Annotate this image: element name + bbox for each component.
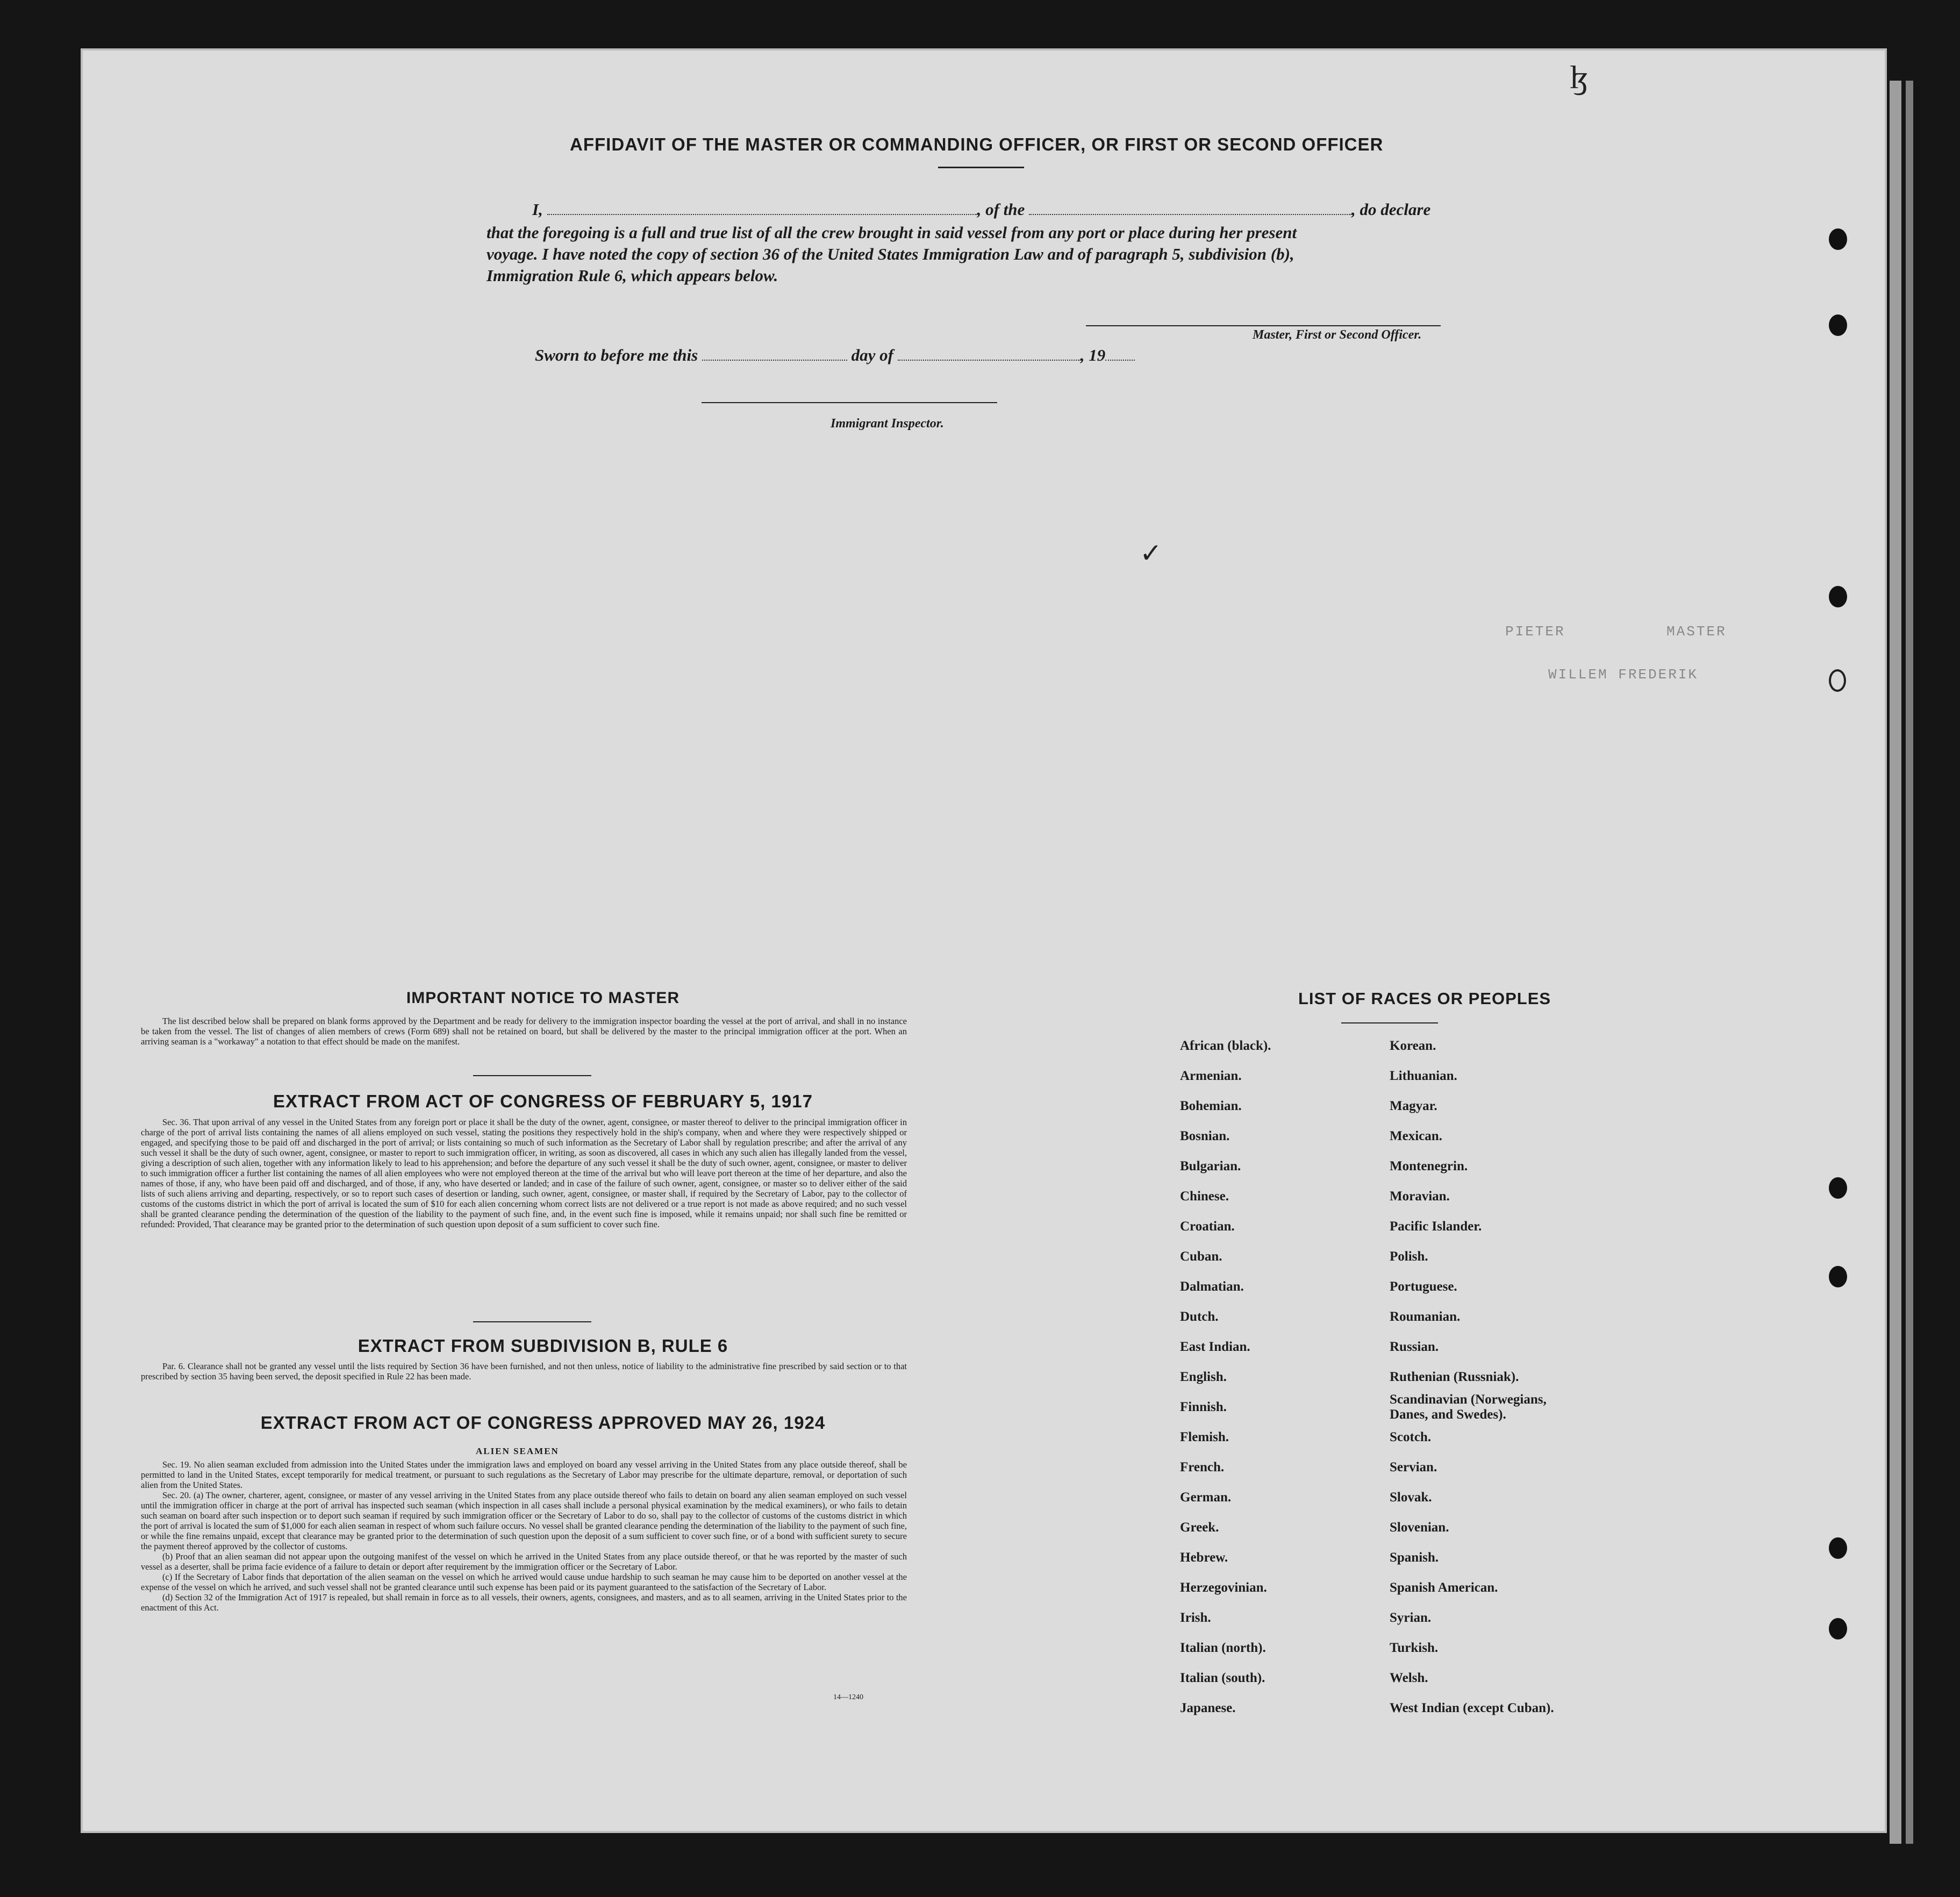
race-item: Armenian. <box>1180 1069 1242 1083</box>
punch-hole <box>1829 314 1847 336</box>
race-item: Japanese. <box>1180 1701 1236 1715</box>
declarant-name-field[interactable] <box>547 214 977 215</box>
sworn-day-field[interactable] <box>702 360 847 361</box>
notice-paragraph: The list described below shall be prepared on blank forms approved by the Department and be ready for delivery to the immigration inspector boarding the vessel at the port of arrival, and shall in no instance be taken from the vessel. The list of changes of alien members of crews (Form 689) shall not be retained on board, but shall be delivered by the master to the principal immigration officer at the port. When an arriving seaman is a "workaway" a notation to that effect should be made on the manifest. <box>141 1016 907 1047</box>
race-item: Lithuanian. <box>1390 1069 1457 1083</box>
divider <box>473 1075 591 1076</box>
subdivision-b-text <box>141 1361 907 1381</box>
race-item: Greek. <box>1180 1520 1219 1535</box>
race-item: Cuban. <box>1180 1249 1222 1264</box>
extract-1917-title: EXTRACT FROM ACT OF CONGRESS OF FEBRUARY 5, 1917 <box>273 1091 813 1111</box>
race-item: Italian (north). <box>1180 1641 1266 1655</box>
page-edge <box>1906 81 1913 1844</box>
bleed-through-text: MASTER <box>1666 624 1727 640</box>
notice-title: IMPORTANT NOTICE TO MASTER <box>406 989 680 1007</box>
affidavit-title: AFFIDAVIT OF THE MASTER OR COMMANDING OFFICER, OR FIRST OR SECOND OFFICER <box>570 134 1384 154</box>
declarant-label: I, <box>532 200 543 219</box>
race-item: Bosnian. <box>1180 1129 1230 1143</box>
notice-text <box>141 1016 907 1047</box>
race-item: Pacific Islander. <box>1390 1219 1482 1234</box>
extract-1924-text <box>141 1459 907 1613</box>
punch-hole <box>1829 669 1846 692</box>
extract-1924-title: EXTRACT FROM ACT OF CONGRESS APPROVED MAY 26, 1924 <box>260 1413 826 1433</box>
subdivision-b-paragraph: Par. 6. Clearance shall not be granted any vessel until the lists required by Section 36 have been furnished, and not then unless, notice of liability to the administrative fine prescribed by said section or to that prescribed by section 35 having been served, the deposit specified in Rule 22 has been made. <box>141 1361 907 1381</box>
extract-1917-text <box>141 1117 907 1229</box>
race-item: Magyar. <box>1390 1099 1437 1113</box>
race-item: Mexican. <box>1390 1129 1442 1143</box>
race-item: Hebrew. <box>1180 1550 1228 1565</box>
race-item: Syrian. <box>1390 1610 1432 1625</box>
handwritten-mark: ɮ <box>1570 60 1589 95</box>
sworn-line <box>535 346 1135 365</box>
punch-hole <box>1829 1266 1847 1287</box>
race-item: Chinese. <box>1180 1189 1229 1204</box>
inspector-signature-line[interactable] <box>702 402 997 403</box>
extract-1917-paragraph: Sec. 36. That upon arrival of any vessel in the United States from any foreign port or place it shall be the duty of the owner, agent, consignee, or master thereof to deliver to the principal immigration officer in charge of the port of arrival lists containing the names of all aliens employed on such vessel, stating the positions they respectively hold in the ship's company, when and where they were respectively shipped or engaged, and specifying those to be paid off and discharged in the port of arrival; or lists containing so much of such information as the Secretary of Labor shall by regulation prescribe; and after the arrival of any such vessel it shall be the duty of such owner, agent, consignee, or master to report to such immigration officer, in writing, as soon as discovered, all cases in which any such alien has illegally landed from the vessel, giving a description of such alien, together with any information likely to lead to his apprehension; and before the departure of any such vessel it shall be the duty of such owner, agent, consignee, or master to deliver to such immigration officer a further list containing the names of all alien employees who were not employed thereon at the time of the arrival but who will leave port thereon at the time of her departure, and also the names of those, if any, who have been paid off and discharged, and of those, if any, who have deserted or landed; and in case of the failure of such owner, agent, consignee, or master so to deliver either of the said lists of such aliens arriving and departing, respectively, or so to report such cases of desertion or landing, such owner, agent, consignee, or master shall, if required by the Secretary of Labor, pay to the collector of customs of the customs district in which the port of arrival is located the sum of $10 for each alien concerning whom correct lists are not delivered or a true report is not made as above required; and no such vessel shall be granted clearance pending the determination of the question of the liability to the payment of such fine, and, in the event such fine is imposed, while it remains unpaid; nor shall such fine be remitted or refunded: Provided, That clearance may be granted prior to the determination of such question upon deposit of a sum sufficient to cover such fine. <box>141 1117 907 1229</box>
race-item: Russian. <box>1390 1340 1439 1354</box>
punch-hole <box>1829 1618 1847 1640</box>
race-item: Spanish. <box>1390 1550 1439 1565</box>
punch-hole <box>1829 228 1847 250</box>
race-item: Scotch. <box>1390 1430 1432 1444</box>
divider <box>473 1321 591 1322</box>
form-number: 14—1240 <box>833 1693 863 1701</box>
affidavit-line-2: that the foregoing is a full and true list of all the crew brought in said vessel from any port or place during her present <box>487 223 1297 242</box>
punch-hole <box>1829 586 1847 607</box>
punch-hole <box>1829 1177 1847 1199</box>
race-item: Herzegovinian. <box>1180 1580 1267 1595</box>
race-item: Turkish. <box>1390 1641 1439 1655</box>
race-item: Servian. <box>1390 1460 1437 1474</box>
extract-1924-paragraph: Sec. 20. (a) The owner, charterer, agent, consignee, or master of any vessel arriving in the United States from any place outside thereof who fails to detain on board any alien seaman employed on such vessel until the immigration officer in charge at the port of arrival has inspected such seaman (which inspection in all cases shall include a personal physical examination by the medical examiners), or who fails to detain such seaman on board after such inspection or to deport such seaman if required by such immigration officer or the Secretary of Labor to do so, shall pay to the collector of customs of the customs district in which the port of arrival is located the sum of $1,000 for each alien seaman in respect of whom such failure occurs. No vessel shall be granted clearance pending the determination of the liability to the payment of such fine, or while the fine remains unpaid, except that clearance may be granted prior to the determination of such question upon the deposit of a sum sufficient to cover such fine, or of a bond with sufficient surety to secure the payment thereof approved by the collector of customs. <box>141 1490 907 1551</box>
page-edge <box>1890 81 1901 1844</box>
race-item: East Indian. <box>1180 1340 1250 1354</box>
vessel-label: , of the <box>977 200 1025 219</box>
inspector-label: Immigrant Inspector. <box>831 417 944 431</box>
affidavit-line-1 <box>532 200 1430 219</box>
race-item: Montenegrin. <box>1390 1159 1468 1173</box>
race-item: Welsh. <box>1390 1671 1428 1685</box>
affidavit-line-3: voyage. I have noted the copy of section 36 of the United States Immigration Law and of paragraph 5, subdivision (b), <box>487 245 1294 263</box>
bleed-through-text: WILLEM FREDERIK <box>1548 667 1699 683</box>
race-item: French. <box>1180 1460 1225 1474</box>
race-item: Moravian. <box>1390 1189 1450 1204</box>
race-item: Roumanian. <box>1390 1309 1461 1324</box>
extract-1924-paragraph: (b) Proof that an alien seaman did not appear upon the outgoing manifest of the vessel on which he arrived in the United States from any place outside thereof, or that he was reported by the master of such vessel as a deserter, shall be prima facie evidence of a failure to detain or deport after requirement by the immigration officer or the Secretary of Labor. <box>141 1551 907 1572</box>
handwritten-mark: ✓ <box>1140 538 1162 568</box>
punch-hole <box>1829 1537 1847 1559</box>
extract-1924-paragraph: (d) Section 32 of the Immigration Act of 1917 is repealed, but shall remain in force as to all vessels, their owners, agents, consignees, and masters, and as to all seamen, arriving in the United States prior to the enactment of this Act. <box>141 1592 907 1613</box>
extract-1924-paragraph: Sec. 19. No alien seaman excluded from admission into the United States under the immigration laws and employed on board any vessel arriving in the United States from any place outside thereof, shall be permitted to land in the United States, except temporarily for medical treatment, or pursuant to such regulations as the Secretary of Labor may prescribe for the ultimate departure, removal, or deportation of such alien from the United States. <box>141 1459 907 1490</box>
signature-line[interactable] <box>1086 325 1441 326</box>
race-item: Polish. <box>1390 1249 1428 1264</box>
race-item: Finnish. <box>1180 1400 1227 1414</box>
alien-seamen-subtitle: ALIEN SEAMEN <box>476 1446 559 1456</box>
declare-label: , do declare <box>1351 200 1431 219</box>
races-title: LIST OF RACES OR PEOPLES <box>1298 989 1551 1008</box>
vessel-name-field[interactable] <box>1029 214 1351 215</box>
race-item: Croatian. <box>1180 1219 1235 1234</box>
race-item: Portuguese. <box>1390 1279 1457 1294</box>
race-item: German. <box>1180 1490 1232 1505</box>
bleed-through-text: PIETER <box>1505 624 1565 640</box>
race-item: Italian (south). <box>1180 1671 1265 1685</box>
sworn-year-field[interactable] <box>1105 360 1135 361</box>
race-item: Bohemian. <box>1180 1099 1242 1113</box>
race-item: African (black). <box>1180 1039 1271 1053</box>
race-item: Dutch. <box>1180 1309 1219 1324</box>
race-item: Ruthenian (Russniak). <box>1390 1370 1519 1384</box>
race-item: Dalmatian. <box>1180 1279 1244 1294</box>
race-item: English. <box>1180 1370 1227 1384</box>
race-item: Slovak. <box>1390 1490 1432 1505</box>
sworn-label: Sworn to before me this <box>535 346 698 364</box>
sworn-month-field[interactable] <box>898 360 1081 361</box>
divider <box>938 167 1024 168</box>
race-item: Slovenian. <box>1390 1520 1449 1535</box>
race-item: Irish. <box>1180 1610 1211 1625</box>
day-of-label: day of <box>851 346 893 364</box>
race-item: Bulgarian. <box>1180 1159 1241 1173</box>
race-item: Korean. <box>1390 1039 1436 1053</box>
subdivision-b-title: EXTRACT FROM SUBDIVISION B, RULE 6 <box>357 1336 728 1356</box>
signature-label: Master, First or Second Officer. <box>1253 328 1422 342</box>
year-label: , 19 <box>1080 346 1106 364</box>
race-item: West Indian (except Cuban). <box>1390 1701 1554 1715</box>
race-item: Spanish American. <box>1390 1580 1498 1595</box>
race-item: Flemish. <box>1180 1430 1229 1444</box>
affidavit-line-4: Immigration Rule 6, which appears below. <box>487 266 778 285</box>
extract-1924-paragraph: (c) If the Secretary of Labor finds that deportation of the alien seaman on the vessel on which he arrived would cause undue hardship to such seaman he may cause him to be deported on another vessel at the expense of the vessel on which he arrived, and such vessel shall not be granted clearance until such expense has been paid or its payment guaranteed to the satisfaction of the Secretary of Labor. <box>141 1572 907 1592</box>
divider <box>1341 1022 1438 1023</box>
race-item: Scandinavian (Norwegians, Danes, and Swedes). <box>1390 1392 1547 1422</box>
